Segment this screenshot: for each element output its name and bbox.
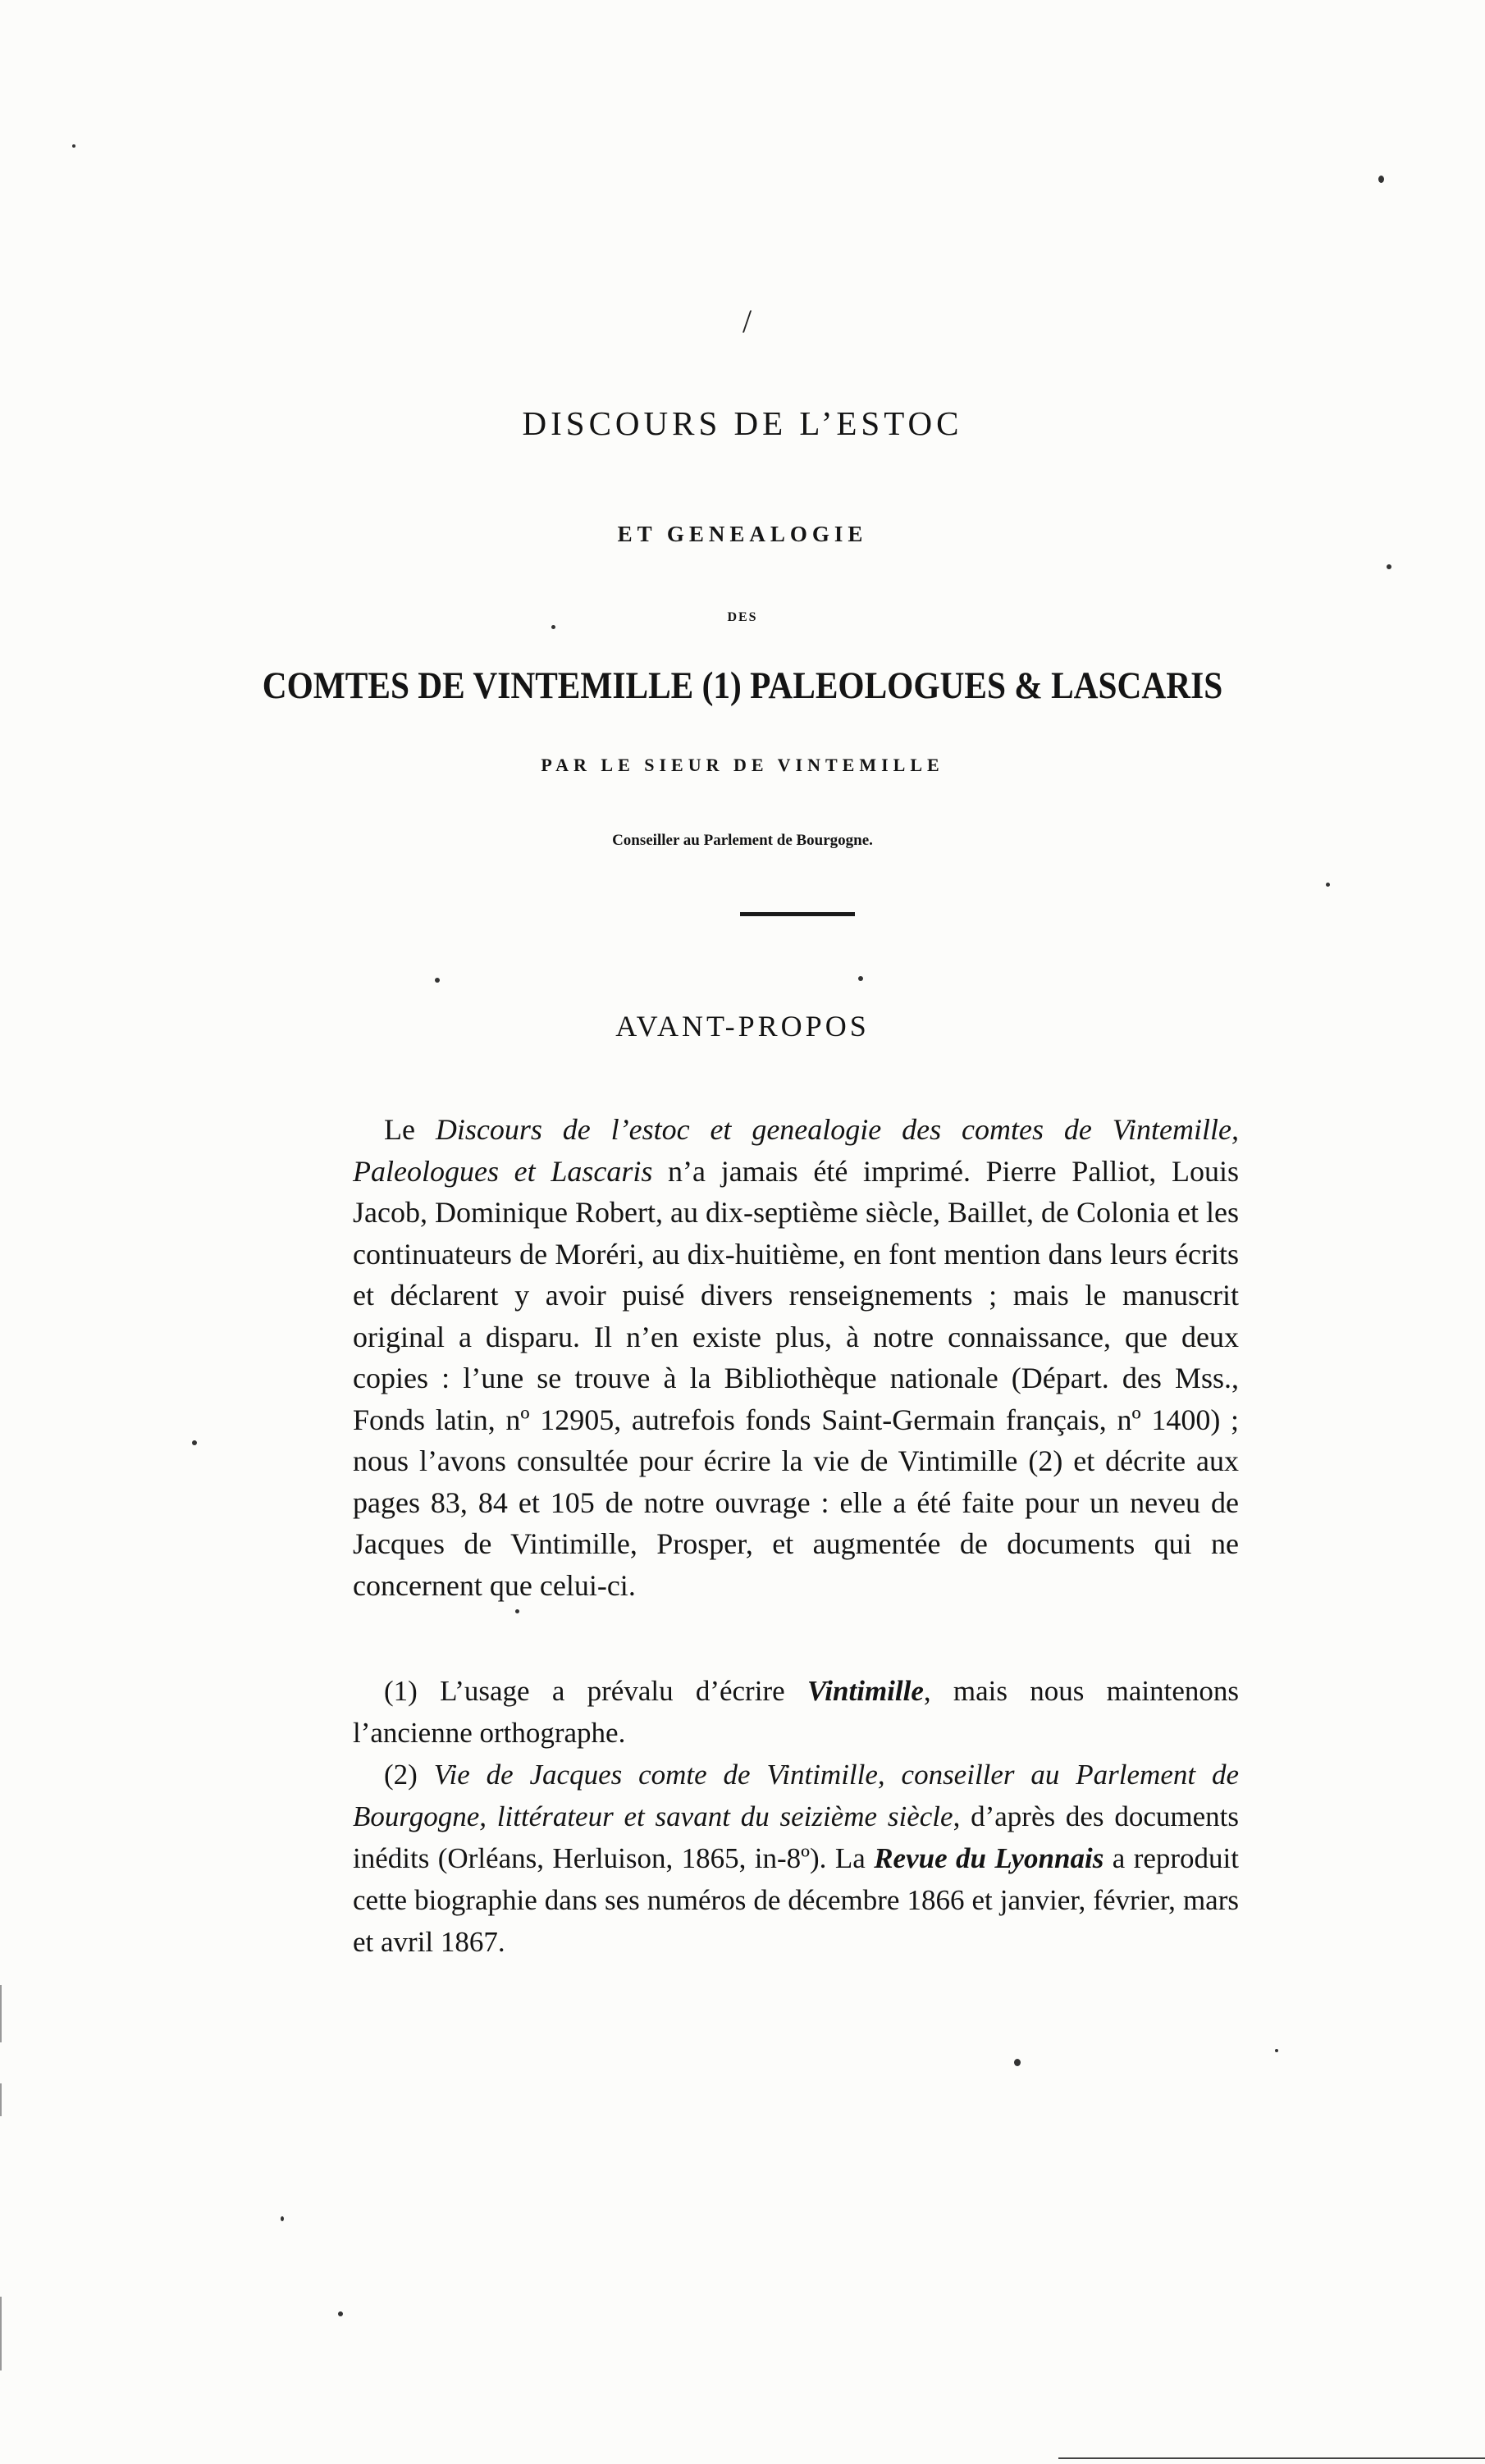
author-role: Conseiller au Parlement de Bourgogne. <box>612 832 873 849</box>
scan-speck <box>515 1609 519 1613</box>
scan-edge-line <box>0 1985 2 2042</box>
scan-speck <box>435 978 440 983</box>
body-le: Le <box>384 1113 436 1146</box>
scan-speck <box>1275 2049 1278 2052</box>
scan-speck <box>1387 564 1391 569</box>
scan-speck <box>858 976 863 981</box>
body-paragraph <box>353 1109 1239 1606</box>
page-title: DISCOURS DE L’ESTOC <box>522 404 963 442</box>
author-line: PAR LE SIEUR DE VINTEMILLE <box>541 755 944 775</box>
body-work-title: Discours de l’estoc et genealogie des comtes de Vintemille, Paleologues et Lascaris <box>353 1113 1239 1188</box>
scan-edge-line <box>0 2083 2 2116</box>
subtitle-genealogie: ET GENEALOGIE <box>617 522 868 546</box>
body-rest: n’a jamais été imprimé. Pierre Palliot, Louis Jacob, Dominique Robert, au dix-septième siècle, Baillet, de Colonia et les continuateurs de Moréri, au dix-huitième, en font mention dans leurs écrits et déclarent y avoir puisé divers renseignements ; mais le manuscrit original a disparu. Il n’en existe plus, à notre connaissance, que deux copies : l’une se trouve à la Bibliothèque nationale (Départ. des Mss., Fonds latin, nº 12905, autrefois fonds Saint-Germain français, nº 1400) ; nous l’avons consultée pour écrire la vie de Vintimille (2) et décrite aux pages 83, 84 et 105 de notre ouvrage : elle a été faite pour un neveu de Jacques de Vintimille, Prosper, et augmentée de documents qui ne concernent que celui-ci. <box>353 1154 1239 1602</box>
footnote-1-text-b: , mais nous maintenons l’ancienne orthographe. <box>353 1675 1239 1749</box>
scan-edge-line <box>0 2297 2 2370</box>
scan-speck <box>551 625 555 629</box>
scan-speck <box>1326 883 1330 887</box>
footnote-2-italic-2: Revue du Lyonnais <box>874 1842 1104 1874</box>
footnotes <box>353 1670 1239 1963</box>
footnote-2-text-b: , d’après des documents inédits (Orléans, Herluison, 1865, in-8º). La <box>353 1800 1239 1874</box>
footnote-2 <box>353 1754 1239 1963</box>
scan-speck <box>72 144 75 148</box>
footnote-2-text-c: a reproduit cette biographie dans ses numéros de décembre 1866 et janvier, février, mars et avril 1867. <box>353 1842 1239 1958</box>
ink-stroke-mark: / <box>742 303 752 340</box>
title-divider <box>740 912 855 916</box>
subtitle-des: DES <box>727 610 758 624</box>
footnote-2-italic: Vie de Jacques comte de Vintimille, conseiller au Parlement de Bourgogne, littérateur et savant du seizième siècle <box>353 1759 1239 1832</box>
scan-speck <box>281 2216 284 2221</box>
footnote-2-text-a: (2) <box>384 1759 434 1791</box>
scan-bottom-edge <box>1058 2457 1485 2459</box>
footnote-1-text-a: (1) L’usage a prévalu d’écrire <box>384 1675 807 1707</box>
scan-speck <box>192 1440 197 1445</box>
scan-speck <box>1378 176 1384 183</box>
main-title: COMTES DE VINTEMILLE (1) PALEOLOGUES & LASCARIS <box>262 664 1223 707</box>
scan-speck <box>338 2311 343 2316</box>
section-heading: AVANT-PROPOS <box>615 1010 870 1043</box>
footnote-1 <box>353 1670 1239 1754</box>
footnote-1-italic: Vintimille <box>806 1675 924 1707</box>
scan-speck <box>1014 2059 1021 2066</box>
